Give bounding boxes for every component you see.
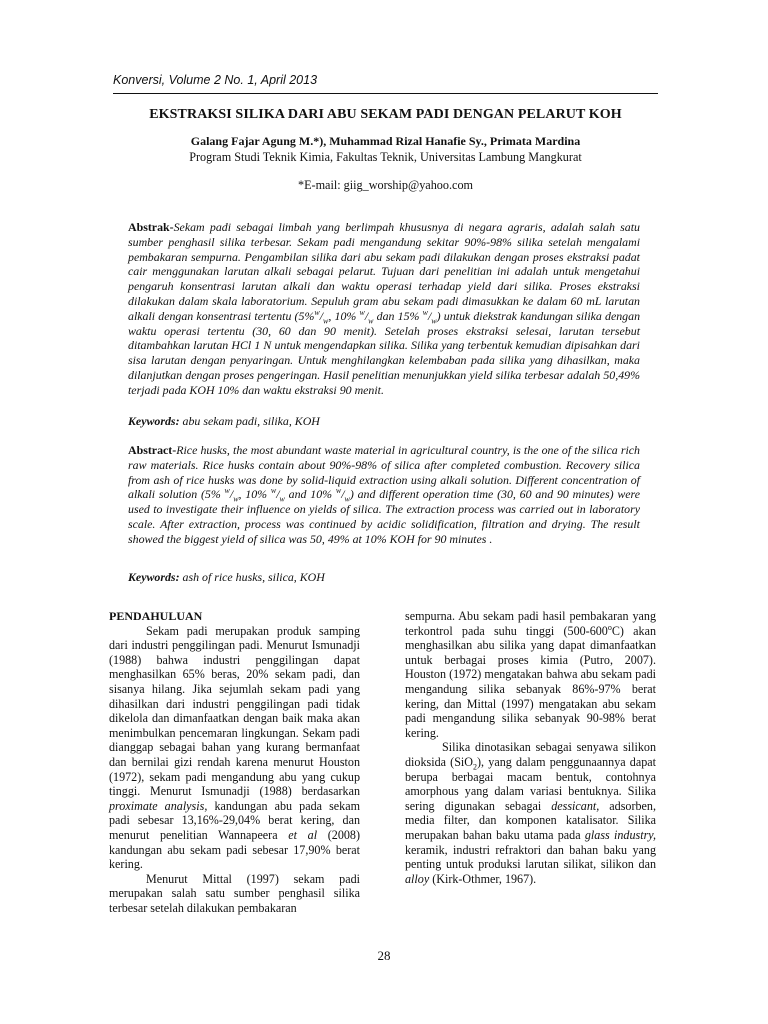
header-rule xyxy=(113,93,658,94)
abstrak-mid-1: , 10% xyxy=(328,308,360,323)
right-p2d: keramik, industri refraktori dan bahan baku yang penting untuk produksi larutan silikat, silikon dan xyxy=(405,842,656,872)
abstrak-w1a: w xyxy=(314,307,320,317)
keywords-id-text: abu sekam padi, silika, KOH xyxy=(179,414,320,428)
right-p2b: ), yang dalam penggunaannya dapat berupa berbagai macam bentuk, contohnya amorphous yang dalam variasi bentuknya. Silika sering digunakan sebagai xyxy=(405,754,656,813)
abstrak-indonesian: Abstrak-Sekam padi sebagai limbah yang berlimpah khususnya di negara agraris, adalah salah satu sumber penghasil silika terbesar. Sekam padi mengandung sekitar 90%-98% silika setelah mengalami pembakaran sempurna. Pengambilan silika dari abu sekam padi dilakukan dengan proses ekstraksi padat cair menggunakan larutan alkali sebagai pelarut. Tujuan dari penelitian ini adalah untuk mengetahui pengaruh konsentrasi larutan alkali dan waktu operasi terhadap yield dari silika. Proses ekstraksi dilakukan dalam skala laboratorium. Sepuluh gram abu sekam padi dimasukkan ke dalam 60 mL larutan alkali dengan konsentrasi tertentu ($5\%^w/_w$, 10% $^w/_w$ dan 15% $^w/_w$) untuk diekstrak kandungan silika dengan waktu operasi tertentu (30, 60 dan 90 menit). Setelah proses ekstraksi selesai, larutan tersebut ditambahkan larutan HCl 1 N untuk mengendapkan silika. Silika yang terbentuk kemudian dipisahkan dari sisa larutan dengan penyaringan. Untuk menghilangkan kelembaban pada silika yang dihasilkan, maka dilanjutkan dengan proses pengeringan. Hasil penelitian menunjukkan yield silika terbesar adalah 50,49% terjadi pada KOH 10% dan waktu ekstraksi 90 menit. xyxy=(128,220,641,397)
abstract-w1a: w xyxy=(224,486,230,496)
right-p2-it1: dessicant, xyxy=(551,798,600,813)
abstrak-text-2: ) untuk diekstrak kandungan silika dengan waktu operasi tertentu (30, 60 dan 90 menit). Setelah proses ekstraksi selesai, larutan tersebut ditambahkan larutan HCl 1 N untuk mengendapkan silika. Silika yang terbentuk kemudian dipisahkan dari sisa larutan dengan penyaringan. Untuk menghilangkan kelembaban pada silika yang dihasilkan, maka dilanjutkan dengan proses pengeringan. Hasil penelitian menunjukkan yield silika terbesar adalah 50,49% terjadi pada KOH 10% dan waktu ekstraksi 90 menit. xyxy=(128,308,641,397)
right-p1a: sempurna. Abu sekam padi hasil pembakaran yang terkontrol pada suhu tinggi (500-600 xyxy=(405,609,656,638)
abstract-text-1: Rice husks, the most abundant waste material in agricultural country, is the one of the silica rich raw materials. Rice husks contain about 90%-98% of silica after completed combustion. Recovery silica from ash of rice husks was done by solid-liquid extraction using alkali solution. Different concentration of alkali solution (5% xyxy=(128,443,640,502)
abstract-mid-1: , 10% xyxy=(238,487,271,502)
right-p2c: adsorben, media filter, dan komponen katalisator. Silika merupakan bahan baku utama pada xyxy=(405,798,656,842)
degree-sup: o xyxy=(607,622,612,632)
abstrak-w2a: w xyxy=(359,307,365,317)
left-p1c: (2008) kandungan abu sekam padi sebesar 17,90% berat kering. xyxy=(109,827,360,872)
abstract-mid-2: and 10% xyxy=(284,487,336,502)
right-p2-it3: alloy xyxy=(405,871,430,886)
body-paragraph: Menurut Mittal (1997) sekam padi merupakan salah satu sumber penghasil silika terbesar setelah dilakukan pembakaran xyxy=(109,871,360,915)
abstrak-text-1: Sekam padi sebagai limbah yang berlimpah khususnya di negara agraris, adalah salah satu sumber penghasil silika terbesar. Sekam padi mengandung sekitar 90%-98% silika setelah mengalami pembakaran sempurna. Pengambilan silika dari abu sekam padi dilakukan dengan proses ekstraksi padat cair menggunakan larutan alkali sebagai pelarut. Tujuan dari penelitian ini adalah untuk mengetahui pengaruh konsentrasi larutan alkali dan waktu operasi terhadap yield dari silika. Proses ekstraksi dilakukan dalam skala laboratorium. Sepuluh gram abu sekam padi dimasukkan ke dalam 60 mL larutan alkali dengan konsentrasi tertentu (5% xyxy=(128,220,640,323)
abstrak-w3b: w xyxy=(431,316,437,326)
paper-title: EKSTRAKSI SILIKA DARI ABU SEKAM PADI DENGAN PELARUT KOH xyxy=(149,107,622,122)
right-p2a: Silika dinotasikan sebagai senyawa silikon dioksida (SiO xyxy=(405,740,656,769)
right-p2e: (Kirk-Othmer, 1967). xyxy=(429,871,537,886)
body-column-left xyxy=(109,609,360,915)
right-p1b: C) akan menghasilkan abu silika yang dapat dimanfaatkan untuk berbagai proses kimia (Putro, 2007). Houston (1972) mengatakan bahwa abu sekam padi mengandung silika sebanyak 86%-97% berat kering, dan Mittal (1997) mengatakan abu sekam padi mengandung silika sebanyak 90-98% berat kering. xyxy=(405,623,656,740)
left-p1b: kandungan abu pada sekam padi sebesar 13,16%-29,04% berat kering, dan menurut penelitian Wannapeera xyxy=(109,798,360,842)
abstrak-mid-2: dan 15% xyxy=(373,308,423,323)
abstract-english: Abstract-Rice husks, the most abundant waste material in agricultural country, is the one of the silica rich raw materials. Rice husks contain about 90%-98% of silica after completed combustion. Recovery silica from ash of rice husks was done by solid-liquid extraction using alkali solution. Different concentration of alkali solution (5% $^w/_w$, 10% $^w/_w$ and 10% $^w/_w$) and different operation time (30, 60 and 90 minutes) were used to investigate their influence on yields of silica. The extraction process was carried out in laboratory scale. After extraction, process was continued by acidic solidification, filtration and drying. The result showed the biggest yield of silica was 50, 49% at 10% KOH for 90 minutes . xyxy=(128,443,641,546)
abstract-w3a: w xyxy=(335,486,342,496)
journal-header: Konversi, Volume 2 No. 1, April 2013 xyxy=(113,73,318,87)
body-paragraph xyxy=(405,740,656,886)
author-email: *E-mail: giig_worship@yahoo.com xyxy=(297,178,474,192)
abstract-text-2: ) and different operation time (30, 60 and 90 minutes) were used to investigate their influence on yields of silica. The extraction process was carried out in laboratory scale. After extraction, process was continued by acidic solidification, filtration and drying. The result showed the biggest yield of silica was 50, 49% at 10% KOH for 90 minutes . xyxy=(128,487,641,546)
section-heading: PENDAHULUAN xyxy=(109,609,203,623)
body-column-right xyxy=(405,609,656,886)
abstract-w2a: w xyxy=(270,486,277,496)
keywords-en-label: Keywords: xyxy=(128,570,180,584)
keywords-id-label: Keywords: xyxy=(128,414,180,428)
body-paragraph xyxy=(405,609,656,740)
affiliation: Program Studi Teknik Kimia, Fakultas Teknik, Universitas Lambung Mangkurat xyxy=(189,150,582,164)
abstract-label: Abstract- xyxy=(128,443,177,457)
left-p1-italic: proximate analysis, xyxy=(109,798,208,813)
body-paragraph xyxy=(109,624,360,872)
abstrak-w1b: w xyxy=(323,316,329,326)
left-p1-etal: et al xyxy=(288,827,318,842)
sio2-sub: 2 xyxy=(473,762,478,772)
abstrak-w3a: w xyxy=(422,307,428,317)
keywords-english xyxy=(128,570,640,585)
right-p2-it2: glass industry, xyxy=(584,827,656,842)
abstract-w2b: w xyxy=(279,494,285,504)
abstract-w1b: w xyxy=(233,494,239,504)
keywords-indonesian xyxy=(128,414,640,429)
abstrak-label: Abstrak- xyxy=(128,220,174,234)
page-number: 28 xyxy=(377,948,391,963)
abstrak-w2b: w xyxy=(368,316,374,326)
abstract-w3b: w xyxy=(344,494,350,504)
authors: Galang Fajar Agung M.*), Muhammad Rizal Hanafie Sy., Primata Mardina xyxy=(190,134,581,148)
keywords-en-text: ash of rice husks, silica, KOH xyxy=(179,570,325,584)
left-p1a: Sekam padi merupakan produk samping dari industri penggilingan padi. Menurut Ismunadji (1988) bahwa industri penggilingan dapat menghasilkan 65% beras, 20% sekam padi, dan sisanya hilang. Jika sejumlah sekam padi yang dihasilkan dari industri penggilingan padi tidak dikelola dan dimanfaatkan dengan baik maka akan menimbulkan pencemaran lingkungan. Sekam padi dianggap sebagai bahan yang kurang bermanfaat dan bernilai gizi rendah karena menurut Houston (1972), sekam padi mengandung abu yang cukup tinggi. Menurut Ismunadji (1988) berdasarkan xyxy=(109,623,360,799)
